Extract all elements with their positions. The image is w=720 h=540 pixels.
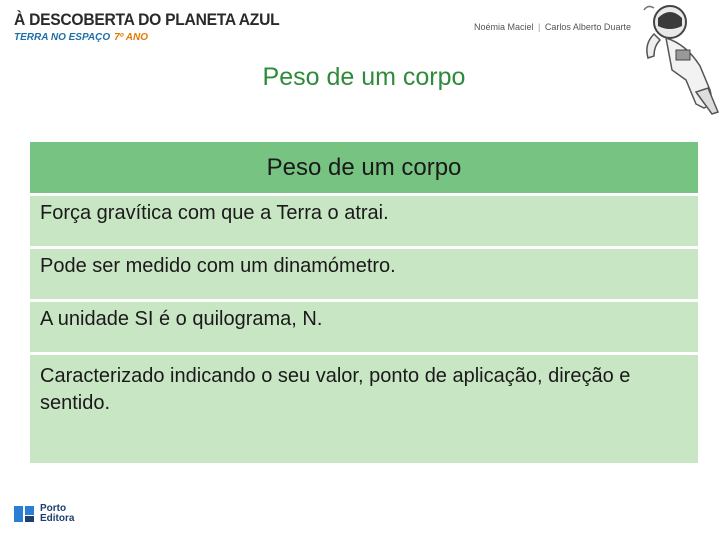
publisher-line-1: Porto	[40, 503, 67, 514]
table-row: Pode ser medido com um dinamómetro.	[30, 249, 698, 302]
series-title: À DESCOBERTA DO PLANETA AZUL	[14, 10, 280, 29]
publisher-line-2: Editora	[40, 513, 75, 524]
table-row: Força gravítica com que a Terra o atrai.	[30, 196, 698, 249]
authors-line	[474, 22, 631, 32]
series-subtitle-line	[14, 32, 302, 43]
author-2: Carlos Alberto Duarte	[544, 22, 631, 32]
astronaut-icon	[636, 0, 720, 122]
author-1: Noémia Maciel	[474, 22, 534, 32]
publisher-logo	[14, 504, 74, 524]
table-row: A unidade SI é o quilograma, N.	[30, 302, 698, 355]
series-subtitle: TERRA NO ESPAÇO	[14, 32, 111, 43]
porto-editora-logo-icon	[14, 504, 36, 524]
series-header	[14, 10, 302, 43]
grade-label: 7º ANO	[114, 32, 148, 43]
content-table	[30, 142, 698, 463]
table-row: Caracterizado indicando o seu valor, ponto de aplicação, direção e sentido.	[30, 355, 698, 463]
slide-title: Peso de um corpo	[262, 63, 466, 91]
table-header: Peso de um corpo	[30, 142, 698, 196]
author-separator: |	[538, 22, 541, 32]
publisher-name	[40, 504, 74, 524]
